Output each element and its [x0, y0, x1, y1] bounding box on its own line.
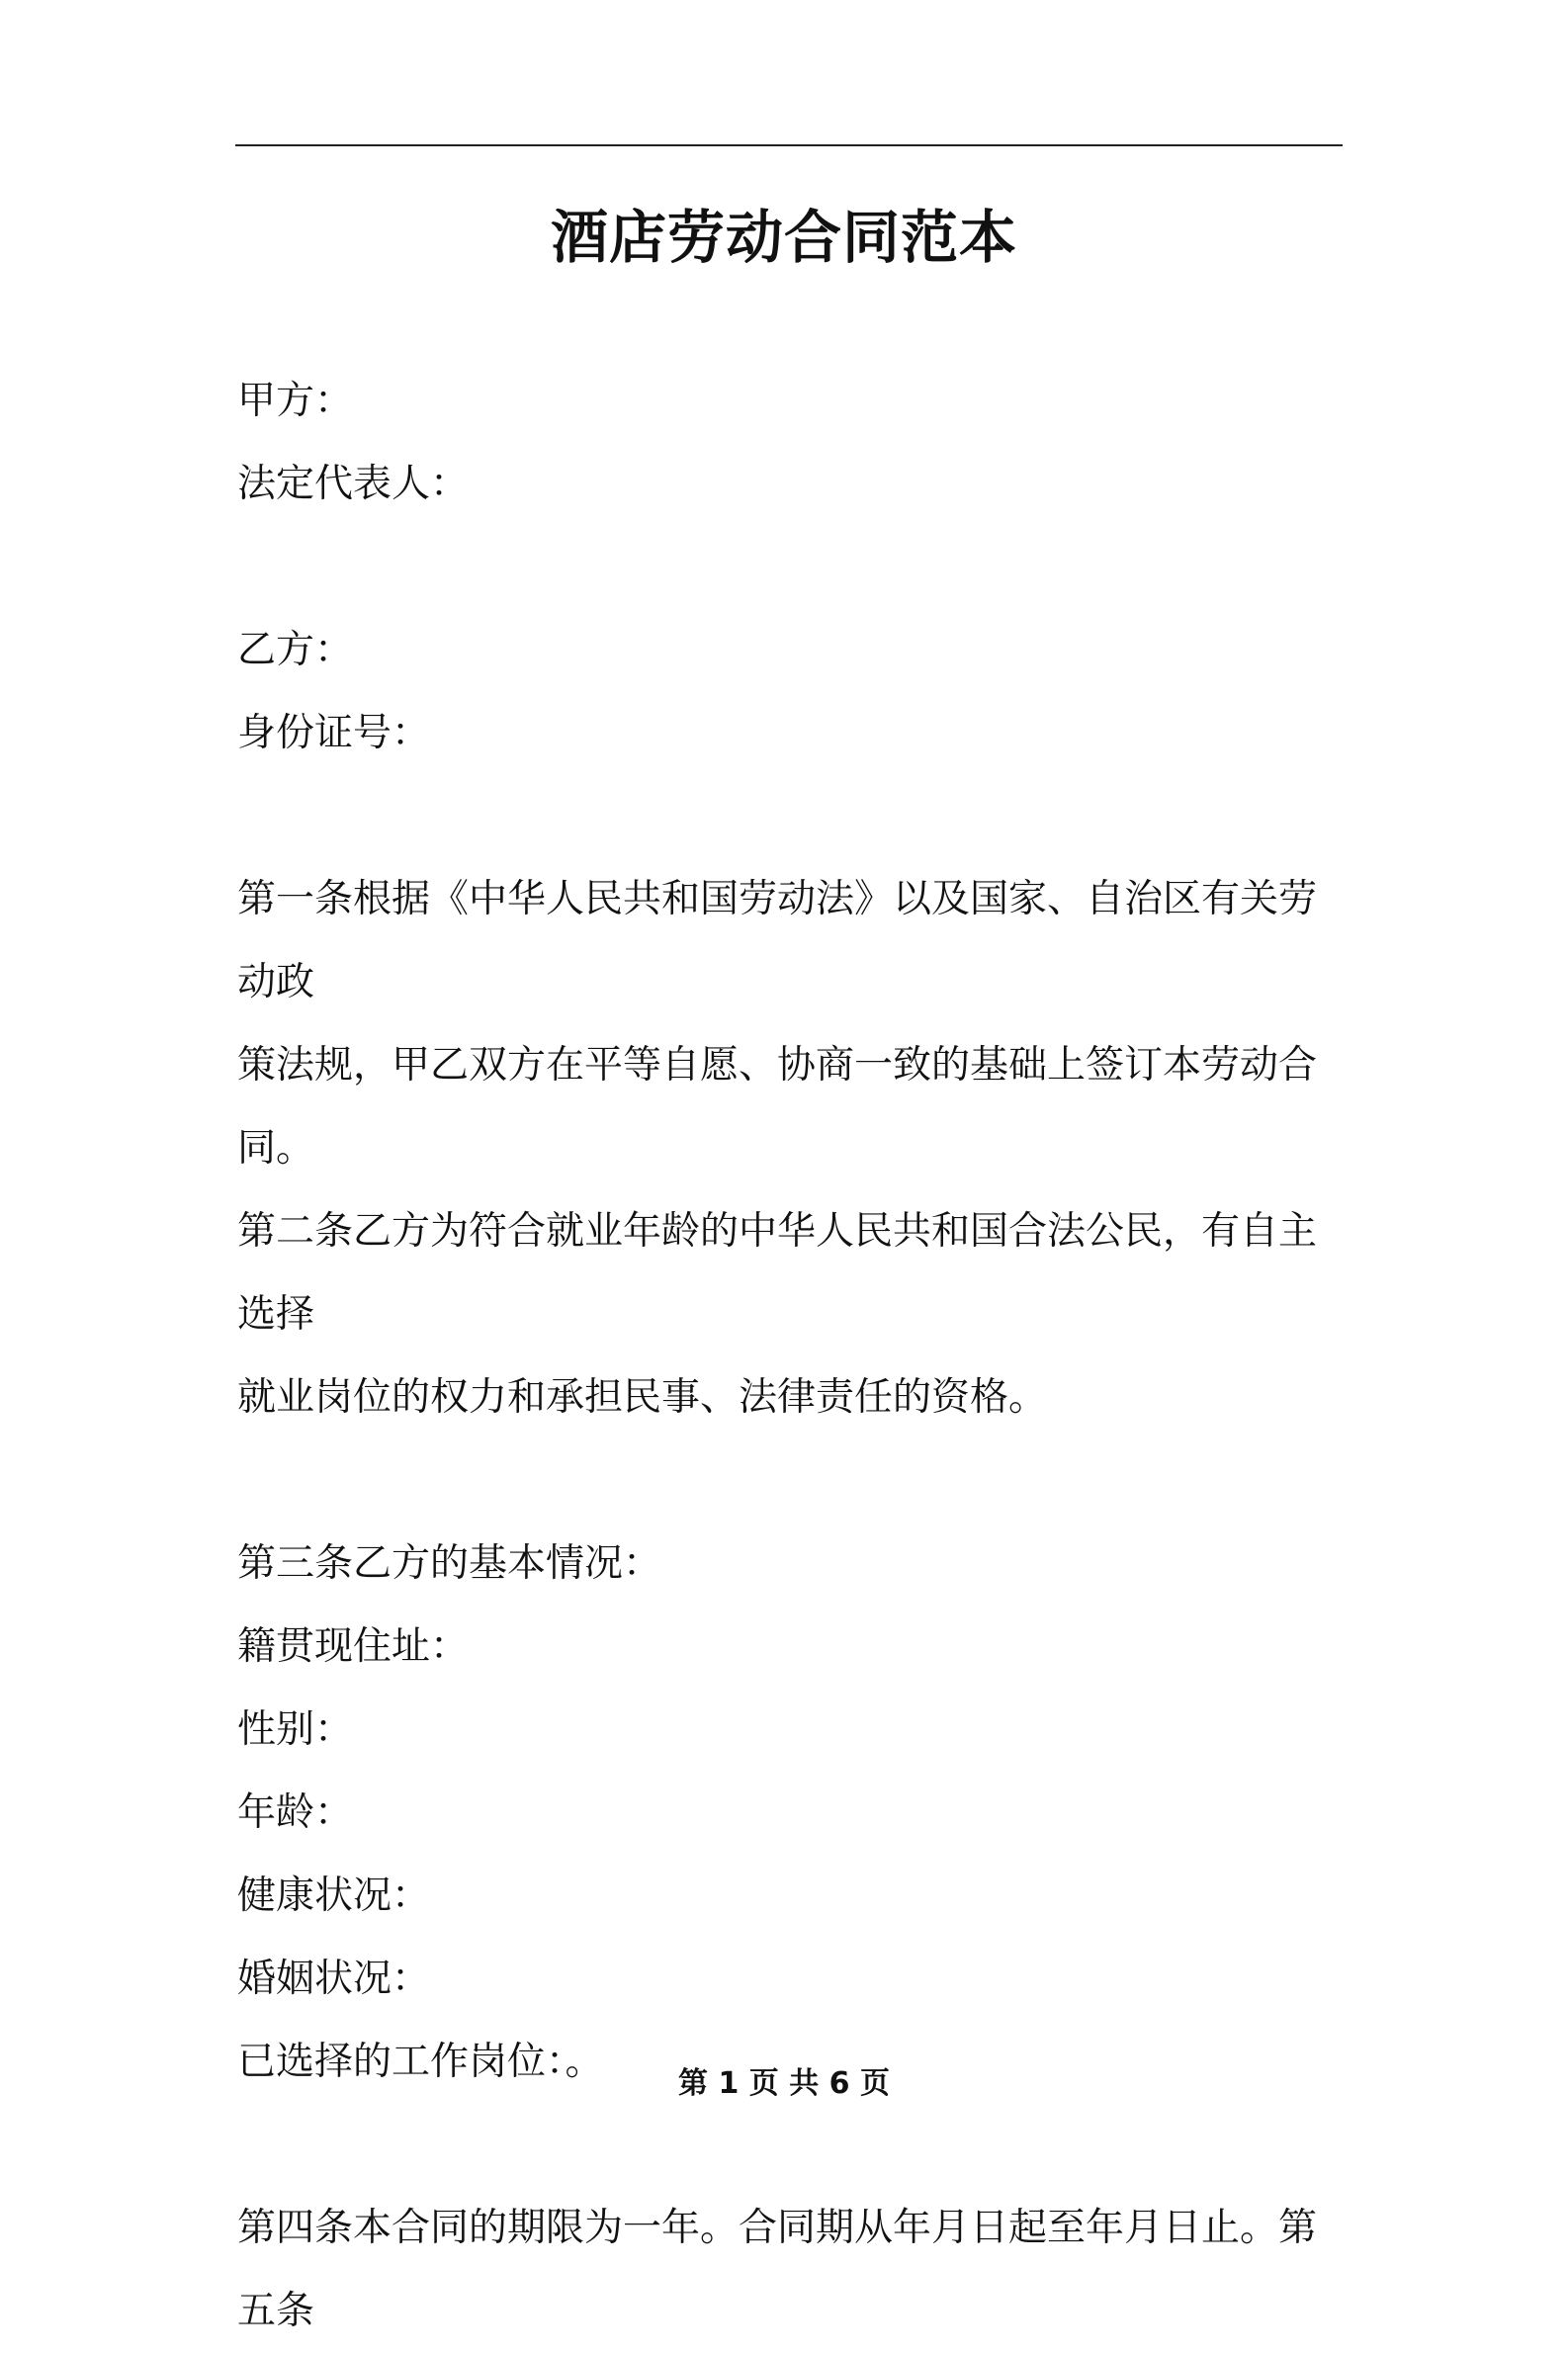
party-a-line: 甲方： — [237, 379, 354, 423]
article-1-line-1: 第一条根据《中华人民共和国劳动法》以及国家、自治区有关劳动政 — [237, 877, 1318, 1004]
page-footer: 第 1 页 共 6 页 — [678, 2066, 890, 2101]
legal-representative-line: 法定代表人： — [237, 462, 470, 506]
health-line: 健康状况： — [237, 1874, 431, 1918]
spacer — [237, 1439, 1343, 1523]
header-rule — [235, 144, 1343, 146]
marital-status-line: 婚姻状况： — [237, 1957, 431, 2001]
id-number-line: 身份证号： — [237, 711, 431, 755]
spacer — [237, 2104, 1343, 2187]
spacer — [237, 775, 1343, 858]
article-3-heading: 第三条乙方的基本情况： — [237, 1541, 662, 1586]
age-line: 年龄： — [237, 1790, 354, 1835]
document-title: 酒店劳动合同范本 — [550, 204, 1017, 271]
gender-line: 性别： — [237, 1707, 354, 1752]
article-2-line-2: 就业岗位的权力和承担民事、法律责任的资格。 — [237, 1375, 1048, 1420]
article-2-line-1: 第二条乙方为符合就业年龄的中华人民共和国合法公民，有自主选择 — [237, 1209, 1318, 1337]
position-line: 已选择的工作岗位：。 — [237, 2040, 604, 2084]
spacer — [237, 526, 1343, 609]
document-body — [237, 360, 1343, 2353]
article-4-line-1: 第四条本合同的期限为一年。合同期从年月日起至年月日止。第五条 — [237, 2206, 1318, 2333]
party-b-line: 乙方： — [237, 628, 354, 672]
article-1-line-2: 策法规，甲乙双方在平等自愿、协商一致的基础上签订本劳动合同。 — [237, 1043, 1318, 1171]
hometown-address-line: 籍贯现住址： — [237, 1624, 470, 1669]
